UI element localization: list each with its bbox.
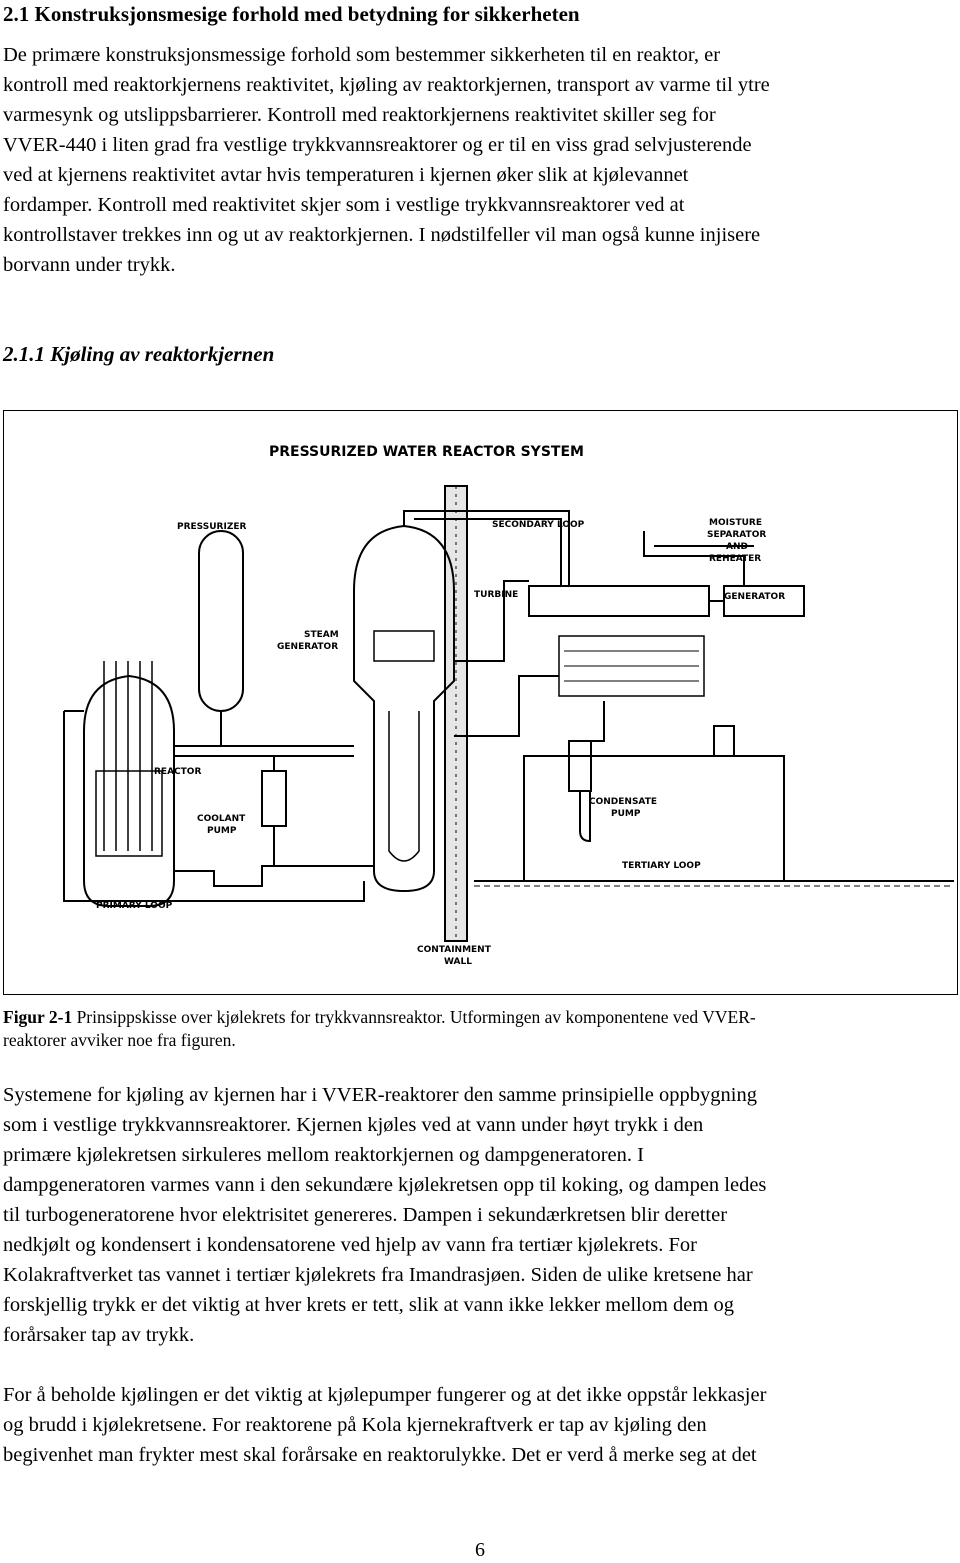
page-number: 6 xyxy=(475,1539,485,1561)
coolant-pump xyxy=(262,771,286,826)
reactor-label: REACTOR xyxy=(154,767,202,777)
text-line: nedkjølt og kondensert i kondensatorene ved hjelp av vann fra tertiær kjølekrets. For xyxy=(3,1234,697,1256)
text-line: primære kjølekretsen sirkuleres mellom reaktorkjernen og dampgeneratoren. I xyxy=(3,1144,644,1166)
tertiary-loop-label: TERTIARY LOOP xyxy=(622,861,701,871)
condensate-pump-label-1: CONDENSATE xyxy=(589,797,657,807)
text-line: varmesynk og utslippsbarrierer. Kontroll med reaktorkjernens reaktivitet skiller seg for xyxy=(3,104,716,126)
condensate-pump-label-2: PUMP xyxy=(611,809,641,819)
text-line: kontrollstaver trekkes inn og ut av reaktorkjernen. I nødstilfeller vil man også kunne injisere xyxy=(3,224,761,246)
turbine xyxy=(529,586,709,616)
text-line: fordamper. Kontroll med reaktivitet skjer som i vestlige trykkvannsreaktorer ved at xyxy=(3,194,685,216)
text-line: begivenhet man frykter mest skal forårsake en reaktorulykke. Det er verd å merke seg at det xyxy=(3,1444,757,1466)
text-line: forårsaker tap av trykk. xyxy=(3,1324,195,1346)
generator-label: GENERATOR xyxy=(724,592,786,602)
reactor-vessel xyxy=(84,676,174,906)
text-line: forskjellig trykk er det viktig at hver krets er tett, slik at vann ikke lekker mellom dem og xyxy=(3,1294,734,1316)
figure-caption-text: Prinsippskisse over kjølekrets for trykkvannsreaktor. Utformingen av komponentene ved VVER- xyxy=(72,1007,756,1027)
figure-caption-label: Figur 2-1 xyxy=(3,1007,73,1027)
steam-generator-label-1: STEAM xyxy=(304,630,339,640)
text-line: dampgeneratoren varmes vann i den sekundære kjølekretsen opp til koking, og dampen ledes xyxy=(3,1174,767,1196)
text-line: kontroll med reaktorkjernens reaktivitet, kjøling av reaktorkjernen, transport av varme til ytre xyxy=(3,74,770,96)
text-line: som i vestlige trykkvannsreaktorer. Kjernen kjøles ved at vann under høyt trykk i den xyxy=(3,1114,704,1136)
steam-generator-label-2: GENERATOR xyxy=(277,642,339,652)
moisture-label-3: AND xyxy=(726,542,748,552)
moisture-label-1: MOISTURE xyxy=(709,518,762,528)
moisture-label-2: SEPARATOR xyxy=(707,530,767,540)
moisture-label-4: REHEATER xyxy=(709,554,762,564)
text-line: VVER-440 i liten grad fra vestlige trykkvannsreaktorer og er til en viss grad selvjusterende xyxy=(3,134,752,156)
text-line: For å beholde kjølingen er det viktig at kjølepumper fungerer og at det ikke oppstår lekkasjer xyxy=(3,1384,767,1406)
coolant-pump-label-1: COOLANT xyxy=(197,814,246,824)
coolant-pump-label-2: PUMP xyxy=(207,826,237,836)
pwr-diagram xyxy=(4,411,959,996)
text-line: og brudd i kjølekretsene. For reaktorene på Kola kjernekraftverk er tap av kjøling den xyxy=(3,1414,707,1436)
primary-loop-label: PRIMARY LOOP xyxy=(96,901,173,911)
text-line: De primære konstruksjonsmessige forhold som bestemmer sikkerheten til en reaktor, er xyxy=(3,44,721,66)
pressurizer-vessel xyxy=(199,531,243,711)
text-line: ved at kjernens reaktivitet avtar hvis temperaturen i kjernen øker slik at kjølevannet xyxy=(3,164,689,186)
text-line: Systemene for kjøling av kjernen har i VVER-reaktorer den samme prinsipielle oppbygning xyxy=(3,1084,757,1106)
figure-caption xyxy=(3,1006,953,1052)
text-line: til turbogeneratorene hvor elektrisitet genereres. Dampen i sekundærkretsen blir deretter xyxy=(3,1204,728,1226)
section-heading: 2.1 Konstruksjonsmesige forhold med betydning for sikkerheten xyxy=(3,2,580,26)
pwr-diagram-figure xyxy=(3,410,958,995)
steam-generator xyxy=(354,526,454,891)
body-paragraph-1 xyxy=(3,1080,953,1350)
pressurizer-label: PRESSURIZER xyxy=(177,522,247,532)
figure-caption-text-2: reaktorer avviker noe fra figuren. xyxy=(3,1030,236,1050)
secondary-loop-label: SECONDARY LOOP xyxy=(492,520,585,530)
condensate-pump xyxy=(569,741,591,791)
subsection-heading: 2.1.1 Kjøling av reaktorkjernen xyxy=(3,342,275,366)
body-paragraph-2 xyxy=(3,1380,953,1470)
text-line: borvann under trykk. xyxy=(3,254,176,276)
turbine-label: TURBINE xyxy=(474,590,519,600)
containment-wall-label-1: CONTAINMENT xyxy=(417,945,491,955)
intro-paragraph xyxy=(3,40,953,280)
text-line: Kolakraftverket tas vannet i tertiær kjølekrets fra Imandrasjøen. Siden de ulike kretsene har xyxy=(3,1264,753,1286)
diagram-title: PRESSURIZED WATER REACTOR SYSTEM xyxy=(269,444,584,460)
containment-wall-label-2: WALL xyxy=(444,957,472,967)
